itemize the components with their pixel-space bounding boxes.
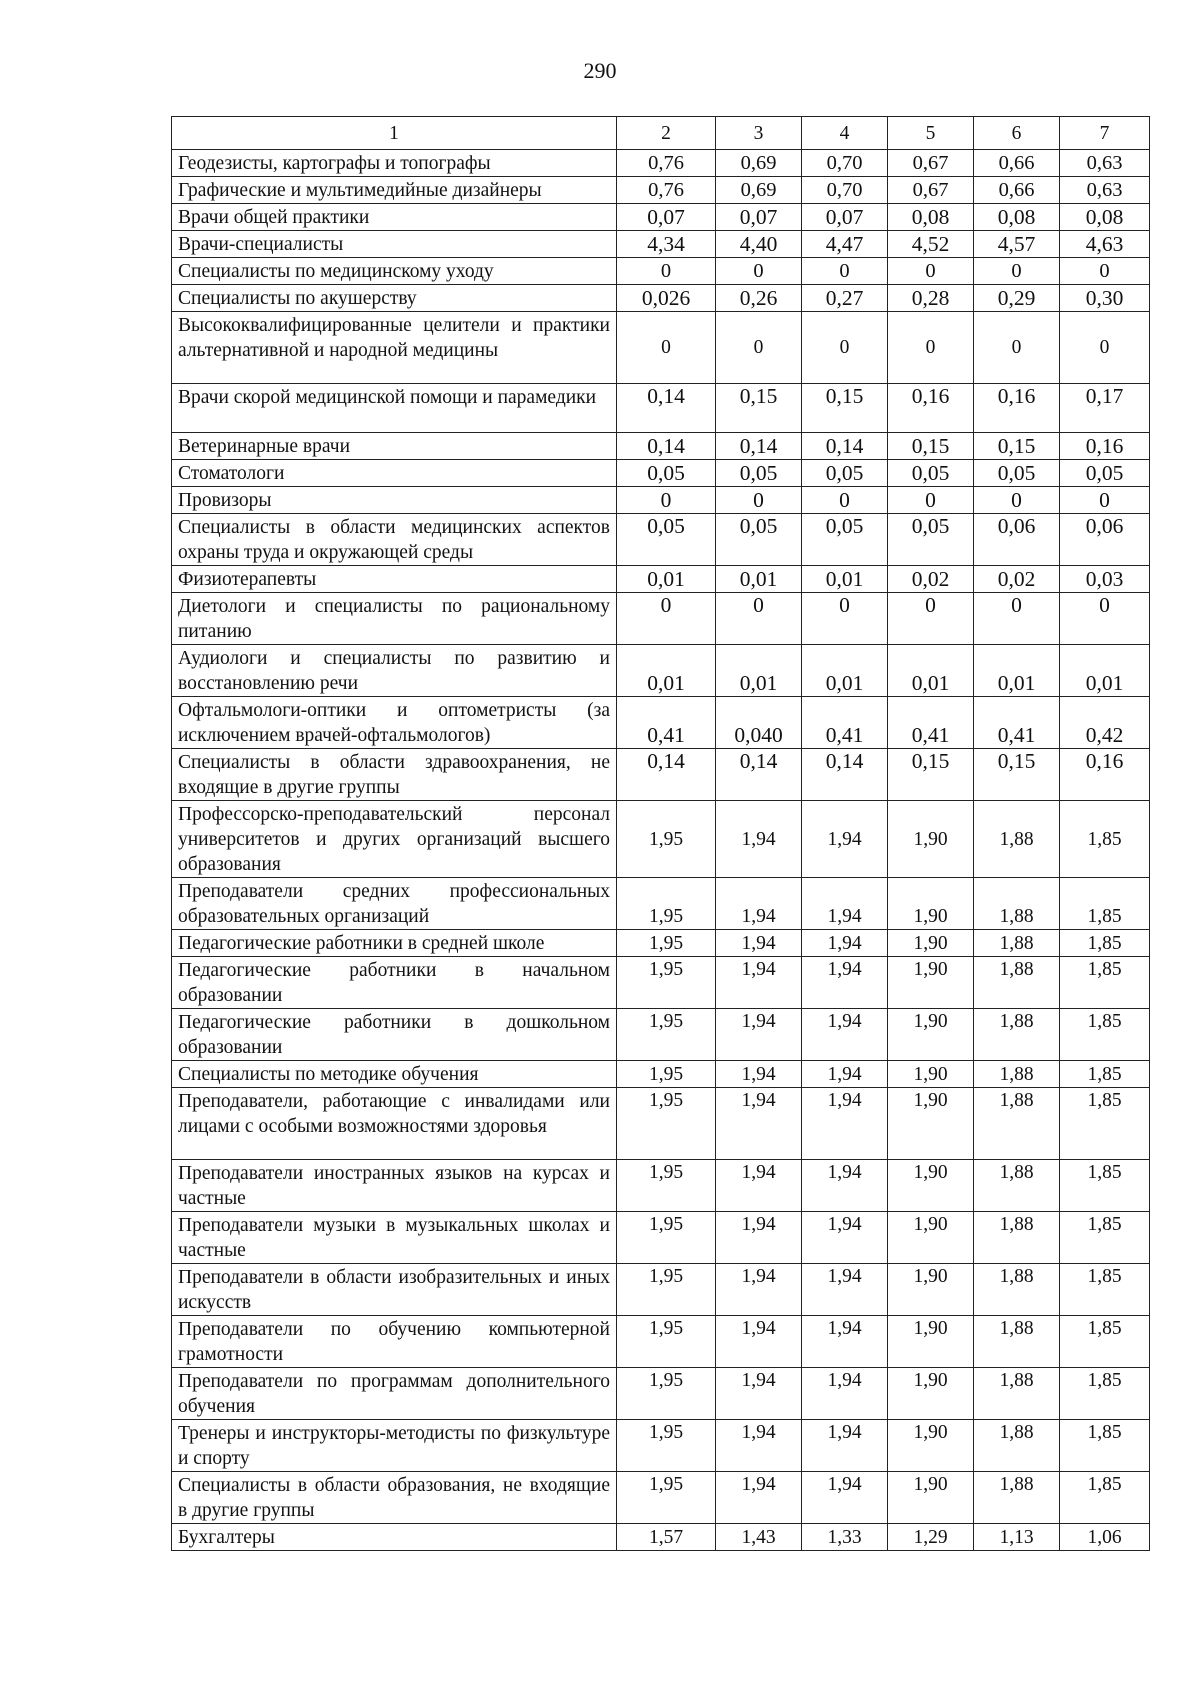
value-cell: 0,67 [888, 177, 974, 204]
value-cell: 1,13 [974, 1524, 1060, 1551]
value-cell: 0,30 [1060, 285, 1150, 312]
value-cell: 1,85 [1060, 1160, 1150, 1212]
value-cell: 0,040 [716, 697, 802, 749]
value-cell: 1,06 [1060, 1524, 1150, 1551]
table-row [172, 1088, 1150, 1160]
value-cell: 0,05 [716, 514, 802, 566]
value-cell: 0,15 [716, 384, 802, 433]
value-cell: 0,66 [974, 177, 1060, 204]
value-cell: 0,70 [802, 177, 888, 204]
value-cell: 0,07 [617, 204, 716, 231]
value-cell: 1,94 [716, 1368, 802, 1420]
value-cell: 1,85 [1060, 957, 1150, 1009]
value-cell: 0,67 [888, 150, 974, 177]
value-cell: 0,76 [617, 177, 716, 204]
value-cell: 1,94 [802, 1009, 888, 1061]
value-cell: 0,14 [617, 433, 716, 460]
value-cell: 1,90 [888, 1368, 974, 1420]
value-cell: 0 [716, 593, 802, 645]
row-label: Высококвалифицированные целители и практики альтернативной и народной медицины [172, 312, 617, 384]
value-cell: 1,33 [802, 1524, 888, 1551]
value-cell: 0 [1060, 258, 1150, 285]
value-cell: 1,88 [974, 1160, 1060, 1212]
value-cell: 0,63 [1060, 150, 1150, 177]
value-cell: 0,28 [888, 285, 974, 312]
value-cell: 1,90 [888, 1160, 974, 1212]
value-cell: 0,01 [888, 645, 974, 697]
row-label: Преподаватели музыки в музыкальных школах и частные [172, 1212, 617, 1264]
value-cell: 1,85 [1060, 1420, 1150, 1472]
table-row [172, 285, 1150, 312]
value-cell: 1,95 [617, 1264, 716, 1316]
header-cell: 3 [716, 117, 802, 150]
table-row [172, 231, 1150, 258]
value-cell: 0 [974, 593, 1060, 645]
value-cell: 1,88 [974, 1472, 1060, 1524]
value-cell: 0,05 [617, 514, 716, 566]
row-label: Преподаватели средних профессиональных образовательных организаций [172, 878, 617, 930]
value-cell: 1,90 [888, 930, 974, 957]
value-cell: 0,05 [1060, 460, 1150, 487]
value-cell: 1,85 [1060, 1009, 1150, 1061]
value-cell: 0,026 [617, 285, 716, 312]
row-label: Врачи-специалисты [172, 231, 617, 258]
value-cell: 1,94 [716, 957, 802, 1009]
value-cell: 0,29 [974, 285, 1060, 312]
value-cell: 0,01 [716, 566, 802, 593]
value-cell: 0 [617, 312, 716, 384]
value-cell: 0 [617, 258, 716, 285]
value-cell: 0,14 [802, 749, 888, 801]
table-row [172, 1160, 1150, 1212]
value-cell: 1,88 [974, 1061, 1060, 1088]
value-cell: 0,01 [716, 645, 802, 697]
value-cell: 0,27 [802, 285, 888, 312]
value-cell: 1,85 [1060, 878, 1150, 930]
value-cell: 4,57 [974, 231, 1060, 258]
value-cell: 0,05 [888, 514, 974, 566]
page-number: 290 [583, 58, 617, 83]
table-row [172, 150, 1150, 177]
value-cell: 0,17 [1060, 384, 1150, 433]
value-cell: 0,01 [802, 566, 888, 593]
value-cell: 1,94 [802, 878, 888, 930]
value-cell: 0,08 [888, 204, 974, 231]
table-row [172, 645, 1150, 697]
row-label: Специалисты в области медицинских аспектов охраны труда и окружающей среды [172, 514, 617, 566]
value-cell: 1,90 [888, 801, 974, 878]
value-cell: 0,05 [802, 460, 888, 487]
value-cell: 1,94 [716, 1160, 802, 1212]
value-cell: 0,01 [617, 566, 716, 593]
value-cell: 0,16 [1060, 433, 1150, 460]
value-cell: 0,14 [716, 749, 802, 801]
table-row [172, 1212, 1150, 1264]
table-row [172, 957, 1150, 1009]
value-cell: 1,90 [888, 1420, 974, 1472]
value-cell: 1,94 [802, 1160, 888, 1212]
value-cell: 1,94 [716, 878, 802, 930]
value-cell: 4,34 [617, 231, 716, 258]
value-cell: 0 [716, 312, 802, 384]
value-cell: 0,41 [617, 697, 716, 749]
value-cell: 0,01 [974, 645, 1060, 697]
row-label: Преподаватели в области изобразительных и иных искусств [172, 1264, 617, 1316]
value-cell: 0 [974, 487, 1060, 514]
value-cell: 0 [888, 593, 974, 645]
table-row [172, 1472, 1150, 1524]
row-label: Специалисты по акушерству [172, 285, 617, 312]
value-cell: 4,40 [716, 231, 802, 258]
value-cell: 1,85 [1060, 1061, 1150, 1088]
value-cell: 1,94 [802, 1061, 888, 1088]
value-cell: 0,05 [974, 460, 1060, 487]
value-cell: 1,43 [716, 1524, 802, 1551]
value-cell: 1,95 [617, 1061, 716, 1088]
value-cell: 0,41 [974, 697, 1060, 749]
value-cell: 1,94 [716, 1472, 802, 1524]
value-cell: 1,94 [716, 1061, 802, 1088]
value-cell: 1,85 [1060, 801, 1150, 878]
value-cell: 0,69 [716, 177, 802, 204]
value-cell: 1,94 [716, 1212, 802, 1264]
value-cell: 0 [888, 487, 974, 514]
value-cell: 1,85 [1060, 1088, 1150, 1160]
value-cell: 0 [974, 258, 1060, 285]
value-cell: 1,85 [1060, 1472, 1150, 1524]
value-cell: 1,95 [617, 1472, 716, 1524]
value-cell: 1,94 [802, 1264, 888, 1316]
value-cell: 0,15 [802, 384, 888, 433]
value-cell: 1,88 [974, 801, 1060, 878]
table-row [172, 312, 1150, 384]
table-row [172, 258, 1150, 285]
row-label: Диетологи и специалисты по рациональному питанию [172, 593, 617, 645]
table-row [172, 801, 1150, 878]
row-label: Провизоры [172, 487, 617, 514]
row-label: Аудиологи и специалисты по развитию и восстановлению речи [172, 645, 617, 697]
value-cell: 1,57 [617, 1524, 716, 1551]
row-label: Преподаватели иностранных языков на курсах и частные [172, 1160, 617, 1212]
table-header-row [172, 117, 1150, 150]
table-row [172, 1264, 1150, 1316]
value-cell: 1,90 [888, 1088, 974, 1160]
table-row [172, 1368, 1150, 1420]
value-cell: 0,01 [617, 645, 716, 697]
value-cell: 1,88 [974, 1420, 1060, 1472]
table-row [172, 460, 1150, 487]
row-label: Врачи скорой медицинской помощи и парамедики [172, 384, 617, 433]
value-cell: 1,94 [802, 1316, 888, 1368]
value-cell: 0,70 [802, 150, 888, 177]
value-cell: 0,15 [888, 433, 974, 460]
value-cell: 1,88 [974, 1088, 1060, 1160]
value-cell: 1,94 [716, 1264, 802, 1316]
value-cell: 0,05 [617, 460, 716, 487]
value-cell: 1,88 [974, 957, 1060, 1009]
value-cell: 1,90 [888, 1061, 974, 1088]
value-cell: 1,94 [802, 1212, 888, 1264]
value-cell: 1,95 [617, 1420, 716, 1472]
row-label: Преподаватели, работающие с инвалидами или лицами с особыми возможностями здоровья [172, 1088, 617, 1160]
value-cell: 0,14 [617, 384, 716, 433]
value-cell: 0,42 [1060, 697, 1150, 749]
value-cell: 0 [1060, 593, 1150, 645]
value-cell: 0,16 [1060, 749, 1150, 801]
value-cell: 0,16 [888, 384, 974, 433]
value-cell: 0,07 [716, 204, 802, 231]
value-cell: 1,94 [716, 1420, 802, 1472]
value-cell: 1,95 [617, 1316, 716, 1368]
value-cell: 1,94 [802, 801, 888, 878]
row-label: Геодезисты, картографы и топографы [172, 150, 617, 177]
value-cell: 1,85 [1060, 1264, 1150, 1316]
row-label: Тренеры и инструкторы-методисты по физкультуре и спорту [172, 1420, 617, 1472]
value-cell: 1,90 [888, 1472, 974, 1524]
value-cell: 0,06 [974, 514, 1060, 566]
value-cell: 0,41 [888, 697, 974, 749]
value-cell: 4,52 [888, 231, 974, 258]
value-cell: 1,95 [617, 1009, 716, 1061]
row-label: Бухгалтеры [172, 1524, 617, 1551]
value-cell: 0,14 [716, 433, 802, 460]
value-cell: 1,85 [1060, 1316, 1150, 1368]
table-row [172, 1316, 1150, 1368]
value-cell: 0 [802, 258, 888, 285]
table-row [172, 566, 1150, 593]
value-cell: 1,88 [974, 930, 1060, 957]
value-cell: 0,63 [1060, 177, 1150, 204]
value-cell: 0,08 [974, 204, 1060, 231]
table-row [172, 384, 1150, 433]
table-row [172, 433, 1150, 460]
value-cell: 0 [802, 312, 888, 384]
value-cell: 0,26 [716, 285, 802, 312]
header-cell: 2 [617, 117, 716, 150]
value-cell: 1,85 [1060, 930, 1150, 957]
value-cell: 0 [617, 487, 716, 514]
value-cell: 1,94 [716, 801, 802, 878]
value-cell: 0 [716, 258, 802, 285]
row-label: Физиотерапевты [172, 566, 617, 593]
table-row [172, 514, 1150, 566]
value-cell: 0 [617, 593, 716, 645]
value-cell: 1,85 [1060, 1212, 1150, 1264]
header-cell: 4 [802, 117, 888, 150]
row-label: Преподаватели по обучению компьютерной грамотности [172, 1316, 617, 1368]
table-row [172, 1420, 1150, 1472]
value-cell: 0,01 [802, 645, 888, 697]
value-cell: 0,05 [888, 460, 974, 487]
value-cell: 1,90 [888, 1009, 974, 1061]
value-cell: 1,88 [974, 1009, 1060, 1061]
table-row [172, 204, 1150, 231]
value-cell: 1,88 [974, 878, 1060, 930]
value-cell: 1,94 [802, 1088, 888, 1160]
value-cell: 1,94 [802, 1420, 888, 1472]
value-cell: 0 [802, 593, 888, 645]
table-row [172, 878, 1150, 930]
value-cell: 1,94 [716, 930, 802, 957]
value-cell: 0,14 [617, 749, 716, 801]
value-cell: 0,41 [802, 697, 888, 749]
value-cell: 1,94 [802, 930, 888, 957]
value-cell: 0,15 [974, 749, 1060, 801]
row-label: Педагогические работники в дошкольном образовании [172, 1009, 617, 1061]
value-cell: 1,95 [617, 1088, 716, 1160]
value-cell: 0,15 [888, 749, 974, 801]
row-label: Специалисты по медицинскому уходу [172, 258, 617, 285]
row-label: Ветеринарные врачи [172, 433, 617, 460]
row-label: Графические и мультимедийные дизайнеры [172, 177, 617, 204]
value-cell: 4,47 [802, 231, 888, 258]
value-cell: 1,94 [802, 1368, 888, 1420]
value-cell: 0 [1060, 487, 1150, 514]
value-cell: 1,94 [716, 1316, 802, 1368]
header-cell: 5 [888, 117, 974, 150]
table-row [172, 1524, 1150, 1551]
value-cell: 0,15 [974, 433, 1060, 460]
value-cell: 0 [1060, 312, 1150, 384]
value-cell: 0,69 [716, 150, 802, 177]
value-cell: 0 [974, 312, 1060, 384]
value-cell: 1,90 [888, 957, 974, 1009]
row-label: Офтальмологи-оптики и оптометристы (за исключением врачей-офтальмологов) [172, 697, 617, 749]
value-cell: 0,16 [974, 384, 1060, 433]
value-cell: 1,85 [1060, 1368, 1150, 1420]
value-cell: 1,94 [716, 1009, 802, 1061]
row-label: Специалисты по методике обучения [172, 1061, 617, 1088]
value-cell: 0 [888, 258, 974, 285]
value-cell: 0,66 [974, 150, 1060, 177]
value-cell: 1,88 [974, 1212, 1060, 1264]
value-cell: 1,94 [716, 1088, 802, 1160]
value-cell: 0,06 [1060, 514, 1150, 566]
value-cell: 1,90 [888, 1264, 974, 1316]
row-label: Преподаватели по программам дополнительного обучения [172, 1368, 617, 1420]
value-cell: 0 [888, 312, 974, 384]
value-cell: 1,88 [974, 1264, 1060, 1316]
value-cell: 1,95 [617, 930, 716, 957]
value-cell: 1,88 [974, 1368, 1060, 1420]
value-cell: 0,07 [802, 204, 888, 231]
table-row [172, 593, 1150, 645]
value-cell: 0,08 [1060, 204, 1150, 231]
value-cell: 0,05 [802, 514, 888, 566]
value-cell: 0,14 [802, 433, 888, 460]
value-cell: 1,29 [888, 1524, 974, 1551]
value-cell: 4,63 [1060, 231, 1150, 258]
table-row [172, 1061, 1150, 1088]
table-row [172, 749, 1150, 801]
table-row [172, 177, 1150, 204]
value-cell: 0,02 [888, 566, 974, 593]
value-cell: 1,95 [617, 957, 716, 1009]
value-cell: 1,88 [974, 1316, 1060, 1368]
value-cell: 1,90 [888, 1212, 974, 1264]
header-cell: 1 [172, 117, 617, 150]
row-label: Стоматологи [172, 460, 617, 487]
value-cell: 0,05 [716, 460, 802, 487]
value-cell: 1,90 [888, 878, 974, 930]
value-cell: 1,95 [617, 801, 716, 878]
value-cell: 0,76 [617, 150, 716, 177]
row-label: Специалисты в области здравоохранения, не входящие в другие группы [172, 749, 617, 801]
row-label: Профессорско-преподавательский персонал университетов и других организаций высшего образования [172, 801, 617, 878]
value-cell: 1,95 [617, 1368, 716, 1420]
value-cell: 1,95 [617, 1212, 716, 1264]
value-cell: 0 [716, 487, 802, 514]
value-cell: 0 [802, 487, 888, 514]
row-label: Специалисты в области образования, не входящие в другие группы [172, 1472, 617, 1524]
table-row [172, 1009, 1150, 1061]
value-cell: 1,94 [802, 1472, 888, 1524]
value-cell: 0,01 [1060, 645, 1150, 697]
header-cell: 7 [1060, 117, 1150, 150]
header-cell: 6 [974, 117, 1060, 150]
row-label: Педагогические работники в начальном образовании [172, 957, 617, 1009]
table-row [172, 697, 1150, 749]
value-cell: 1,94 [802, 957, 888, 1009]
value-cell: 1,95 [617, 1160, 716, 1212]
data-table [171, 116, 1150, 1551]
value-cell: 1,90 [888, 1316, 974, 1368]
row-label: Врачи общей практики [172, 204, 617, 231]
value-cell: 1,95 [617, 878, 716, 930]
row-label: Педагогические работники в средней школе [172, 930, 617, 957]
value-cell: 0,02 [974, 566, 1060, 593]
table-row [172, 930, 1150, 957]
table-row [172, 487, 1150, 514]
value-cell: 0,03 [1060, 566, 1150, 593]
